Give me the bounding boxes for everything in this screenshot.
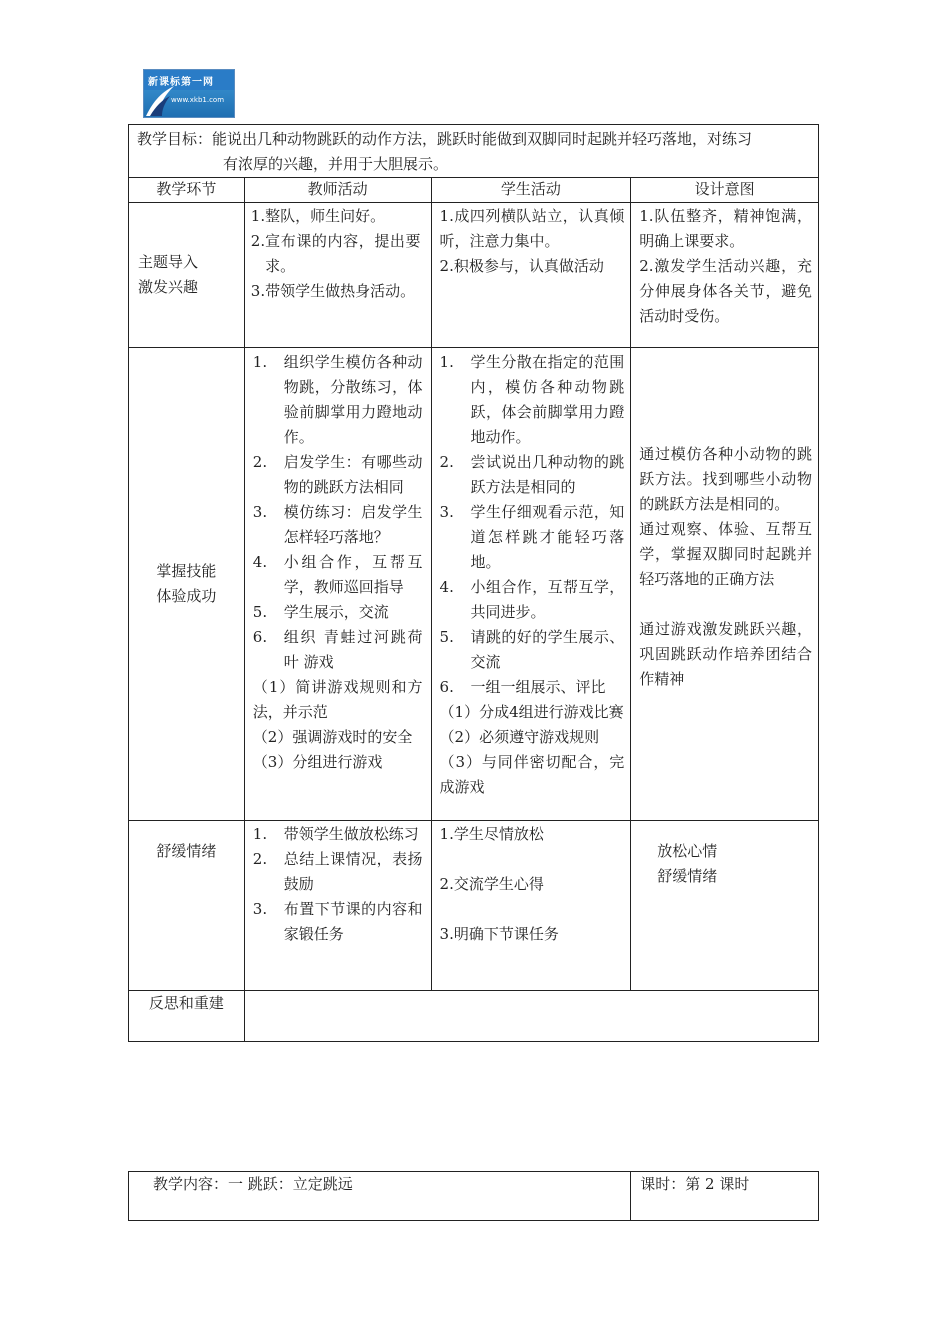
intent-line: 放松心情	[657, 842, 718, 860]
item-number: 1.	[639, 207, 654, 225]
list-item	[440, 575, 625, 625]
header-row	[129, 178, 819, 203]
intent-intro	[631, 203, 819, 348]
item-text: 整队，师生问好。	[265, 207, 386, 225]
item-number: 4.	[252, 553, 268, 571]
list-item	[253, 450, 423, 500]
item-text: 宣布课的内容，提出要求。	[265, 232, 421, 275]
item-text: 激发学生活动兴趣，充分伸展身体各关节，避免活动时受伤。	[639, 257, 812, 325]
item-number: 6.	[439, 678, 454, 696]
teacher-intro	[244, 203, 431, 348]
list-item	[251, 229, 421, 279]
stage-intro	[129, 203, 245, 348]
item-text: 尝试说出几种动物的跳跃方法是相同的	[470, 453, 625, 496]
section-cooldown-row	[129, 821, 819, 991]
list-item: 1.学生尽情放松	[439, 825, 544, 843]
list-item	[440, 254, 625, 279]
item-number: 5.	[252, 603, 268, 621]
intent-cooldown	[631, 821, 819, 991]
item-number: 1.	[252, 825, 268, 843]
stage-cooldown: 舒缓情绪	[129, 821, 245, 991]
list-item	[251, 279, 421, 304]
item-text: 积极参与，认真做活动	[453, 257, 604, 275]
intent-skill	[631, 348, 819, 821]
item-text: 学生展示，交流	[283, 603, 389, 621]
item-number: 3.	[439, 503, 454, 521]
item-number: 4.	[439, 578, 454, 596]
teaching-goal-line2: 有浓厚的兴趣，并用于大胆展示。	[223, 155, 449, 173]
item-number: 1.	[439, 207, 454, 225]
item-text: 启发学生：有哪些动物的跳跃方法相同	[283, 453, 423, 496]
item-text: 一组一组展示、评比	[470, 678, 606, 696]
item-text: 组织 青蛙过河跳荷叶 游戏	[283, 628, 423, 671]
item-number: 6.	[252, 628, 268, 646]
list-item	[253, 847, 423, 897]
item-number: 2.	[252, 453, 268, 471]
intent-paragraph: 通过游戏激发跳跃兴趣，巩固跳跃动作培养团结合作精神	[639, 620, 812, 688]
list-item	[440, 350, 625, 450]
item-number: 5.	[439, 628, 454, 646]
next-lesson-table	[128, 1171, 819, 1221]
list-item	[639, 204, 812, 254]
section-skill-row	[129, 348, 819, 821]
lesson-plan-table	[128, 124, 819, 1042]
item-number: 3.	[252, 900, 268, 918]
list-item	[253, 625, 423, 675]
item-number: 2.	[639, 257, 654, 275]
list-item	[251, 204, 421, 229]
logo-text: 新课标第一网	[148, 77, 214, 88]
reflection-content	[244, 991, 818, 1042]
list-item	[440, 625, 625, 675]
student-skill	[431, 348, 631, 821]
list-item	[440, 450, 625, 500]
teacher-game-step: （1）简讲游戏规则和方法，并示范	[252, 678, 423, 721]
item-number: 2.	[439, 257, 454, 275]
item-text: 学生分散在指定的范围内，模仿各种动物跳跃，体会前脚掌用力蹬地动作。	[470, 353, 625, 446]
stage-intro-line2: 激发兴趣	[138, 278, 199, 296]
lesson-period: 课时：第 2 课时	[631, 1172, 819, 1221]
item-text: 请跳的好的学生展示、交流	[470, 628, 625, 671]
list-item	[440, 675, 625, 700]
teacher-cooldown	[244, 821, 431, 991]
section-reflection-row	[129, 991, 819, 1042]
teacher-skill	[244, 348, 431, 821]
item-text: 总结上课情况，表扬鼓励	[283, 850, 423, 893]
item-text: 队伍整齐，精神饱满，明确上课要求。	[639, 207, 812, 250]
list-item	[253, 822, 423, 847]
item-number: 1.	[250, 207, 266, 225]
header-student: 学生活动	[431, 178, 631, 203]
site-logo	[143, 69, 235, 118]
item-text: 带领学生做热身活动。	[265, 282, 416, 300]
intent-line: 舒缓情绪	[657, 867, 718, 885]
item-number: 1.	[252, 353, 268, 371]
item-text: 小组合作，互帮互学，共同进步。	[470, 578, 625, 621]
reflection-label: 反思和重建	[129, 991, 245, 1042]
teacher-game-step: （3）分组进行游戏	[252, 753, 383, 771]
student-cooldown	[431, 821, 631, 991]
list-item: 2.交流学生心得	[439, 875, 544, 893]
list-item: 3.明确下节课任务	[439, 925, 559, 943]
list-item	[440, 204, 625, 254]
intent-paragraph: 通过观察、体验、互帮互学，掌握双脚同时起跳并轻巧落地的正确方法	[639, 520, 812, 588]
item-number: 1.	[439, 353, 454, 371]
stage-skill-line1: 掌握技能	[156, 562, 217, 580]
student-game-step: （2）必须遵守游戏规则	[439, 728, 600, 746]
intent-paragraph: 通过模仿各种小动物的跳跃方法。找到哪些小动物的跳跃方法是相同的。	[639, 445, 812, 513]
item-number: 2.	[250, 232, 266, 250]
list-item	[253, 897, 423, 947]
item-text: 布置下节课的内容和家锻任务	[283, 900, 423, 943]
item-text: 带领学生做放松练习	[283, 825, 419, 843]
header-stage: 教学环节	[129, 178, 245, 203]
list-item	[253, 600, 423, 625]
header-teacher: 教师活动	[244, 178, 431, 203]
list-item	[253, 350, 423, 450]
item-number: 2.	[439, 453, 454, 471]
item-text: 学生仔细观看示范，知道怎样跳才能轻巧落地。	[470, 503, 625, 571]
item-number: 2.	[252, 850, 268, 868]
list-item	[440, 500, 625, 575]
list-item	[639, 254, 812, 329]
teacher-cooldown-list	[253, 822, 423, 947]
teaching-goal-line1: 教学目标：能说出几种动物跳跃的动作方法，跳跃时能做到双脚同时起跳并轻巧落地，对练习	[137, 130, 753, 148]
lesson-content: 教学内容：一 跳跃：立定跳远	[129, 1172, 631, 1221]
item-text: 组织学生模仿各种动物跳，分散练习，体验前脚掌用力蹬地动作。	[283, 353, 423, 446]
item-text: 模仿练习：启发学生怎样轻巧落地？	[283, 503, 423, 546]
item-text: 成四列横队站立，认真倾听，注意力集中。	[439, 207, 625, 250]
stage-intro-line1: 主题导入	[138, 253, 199, 271]
item-number: 3.	[250, 282, 266, 300]
logo-url: www.xkb1.com	[171, 96, 225, 104]
stage-skill-line2: 体验成功	[156, 587, 217, 605]
item-number: 3.	[252, 503, 268, 521]
student-intro	[431, 203, 631, 348]
student-game-step: （3）与同伴密切配合，完成游戏	[439, 753, 625, 796]
list-item	[253, 500, 423, 550]
teaching-goal	[129, 125, 819, 178]
item-text: 小组合作，互帮互学，教师巡回指导	[283, 553, 423, 596]
teacher-skill-list	[253, 350, 423, 675]
header-intent: 设计意图	[631, 178, 819, 203]
section-intro-row	[129, 203, 819, 348]
stage-skill	[129, 348, 245, 821]
teacher-game-step: （2）强调游戏时的安全	[252, 728, 413, 746]
student-skill-list	[440, 350, 625, 700]
list-item	[253, 550, 423, 600]
student-game-step: （1）分成4组进行游戏比赛	[439, 703, 624, 721]
